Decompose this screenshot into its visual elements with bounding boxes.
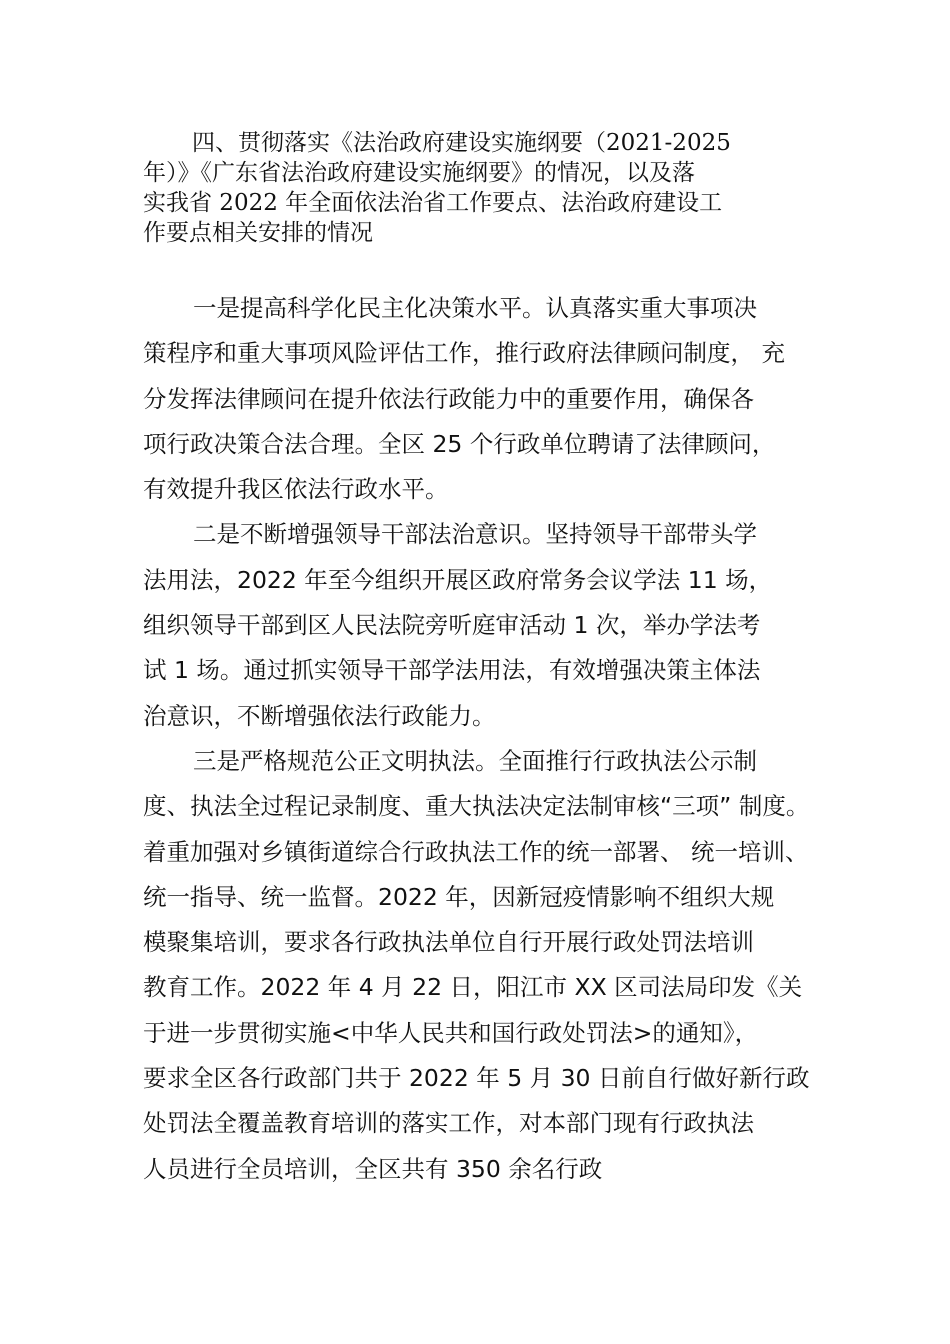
- paragraph-line: 于进一步贯彻实施<中华人民共和国行政处罚法>的通知》，: [143, 1018, 759, 1047]
- paragraph-line: 二是不断增强领导干部法治意识。坚持领导干部带头学: [193, 520, 757, 549]
- section-heading: [143, 128, 823, 248]
- paragraph-line: 一是提高科学化民主化决策水平。认真落实重大事项决: [193, 294, 757, 322]
- paragraph-line: 度、执法全过程记录制度、重大执法决定法制审核“三项” 制度。: [143, 792, 810, 821]
- paragraph-law-enforcement: [143, 739, 833, 1192]
- heading-line: 作要点相关安排的情况: [143, 220, 373, 246]
- paragraph-line: 组织领导干部到区人民法院旁听庭审活动 1 次，举办学法考: [143, 611, 761, 640]
- paragraph-line: 教育工作。2022 年 4 月 22 日，阳江市 XX 区司法局印发《关: [143, 973, 803, 1002]
- document-body: [143, 286, 833, 1192]
- heading-line: 实我省 2022 年全面依法治省工作要点、法治政府建设工: [143, 190, 723, 216]
- paragraph-line: 有效提升我区依法行政水平。: [143, 475, 449, 504]
- paragraph-line: 处罚法全覆盖教育培训的落实工作，对本部门现有行政执法: [143, 1109, 754, 1138]
- paragraph-line: 试 1 场。通过抓实领导干部学法用法，有效增强决策主体法: [143, 656, 761, 685]
- heading-line: 年）》《广东省法治政府建设实施纲要》的情况，以及落: [143, 160, 695, 186]
- paragraph-line: 分发挥法律顾问在提升依法行政能力中的重要作用，确保各: [143, 384, 754, 413]
- paragraph-rule-of-law-awareness: [143, 512, 833, 738]
- paragraph-line: 治意识，不断增强依法行政能力。: [143, 701, 496, 730]
- paragraph-line: 项行政决策合法合理。全区 25 个行政单位聘请了法律顾问，: [143, 429, 776, 458]
- paragraph-line: 着重加强对乡镇街道综合行政执法工作的统一部署、 统一培训、: [143, 837, 809, 866]
- heading-line: 四、贯彻落实《法治政府建设实施纲要（2021-2025: [192, 130, 731, 156]
- paragraph-line: 要求全区各行政部门共于 2022 年 5 月 30 日前自行做好新行政: [143, 1064, 810, 1093]
- paragraph-line: 策程序和重大事项风险评估工作，推行政府法律顾问制度， 充: [143, 339, 785, 368]
- paragraph-line: 法用法，2022 年至今组织开展区政府常务会议学法 11 场，: [143, 565, 773, 594]
- paragraph-line: 三是严格规范公正文明执法。全面推行行政执法公示制: [193, 746, 757, 775]
- paragraph-decision-making: [143, 286, 833, 512]
- paragraph-line: 统一指导、统一监督。2022 年，因新冠疫情影响不组织大规: [143, 882, 775, 911]
- paragraph-line: 模聚集培训，要求各行政执法单位自行开展行政处罚法培训: [143, 928, 754, 957]
- paragraph-line: 人员进行全员培训，全区共有 350 余名行政: [143, 1154, 603, 1183]
